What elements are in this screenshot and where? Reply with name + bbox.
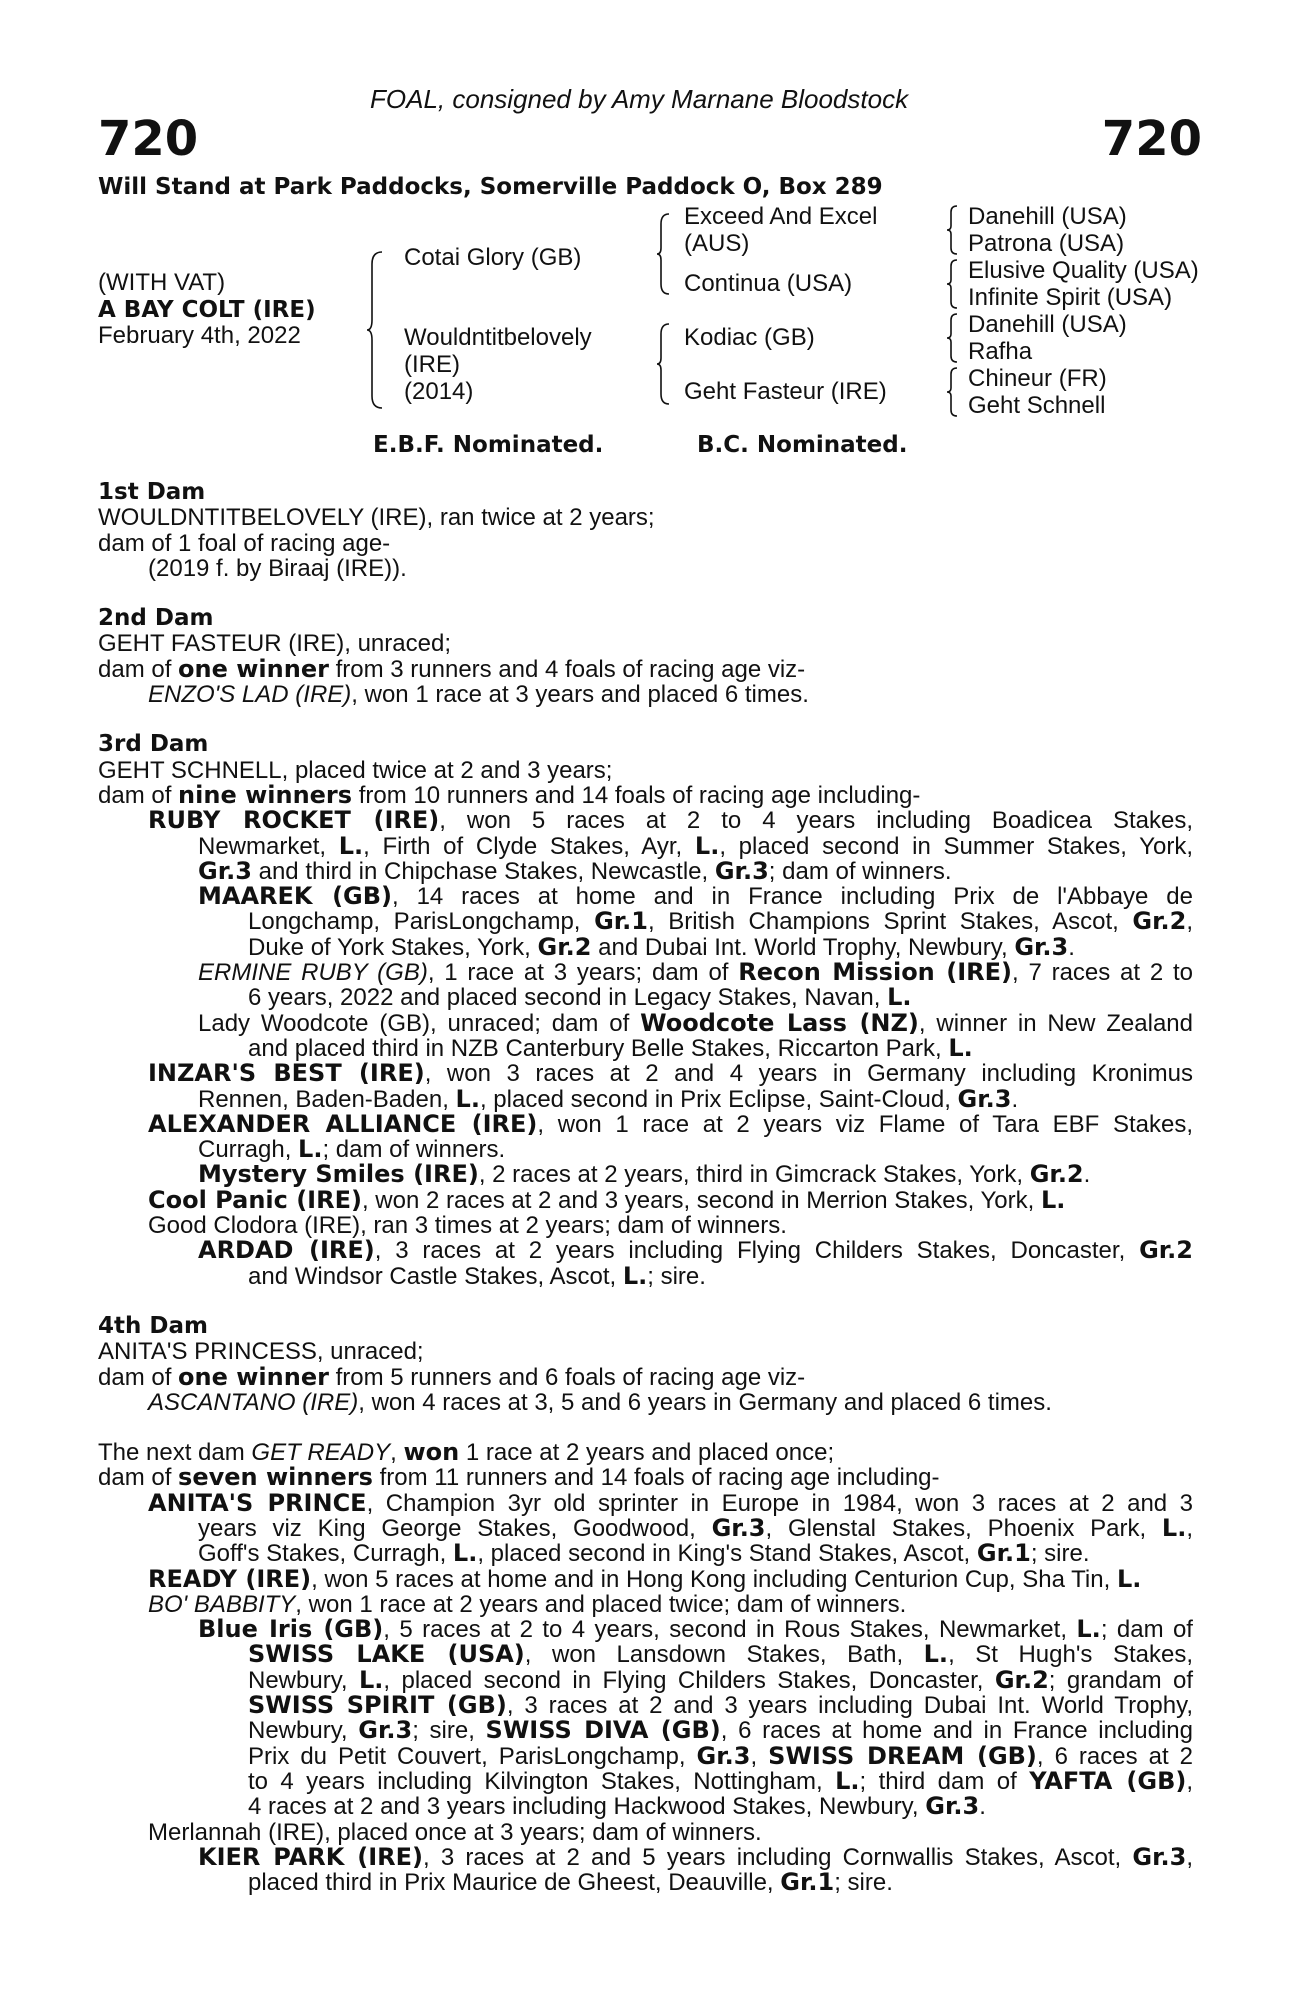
first-dam-heading: 1st Dam	[98, 479, 206, 505]
pedigree-dam-dam: Geht Fasteur (IRE)	[684, 378, 887, 405]
pedigree-brace-dam	[656, 322, 672, 406]
produce-inzars-best: INZAR'S BEST (IRE), won 3 races at 2 and 4 years in Germany including Kronimus	[148, 1059, 1193, 1088]
fourth-dam-heading: 4th Dam	[98, 1312, 208, 1339]
produce-maarek: Longchamp, ParisLongchamp, Gr.1, British Champions Sprint Stakes, Ascot, Gr.2,	[248, 907, 1194, 936]
produce-swiss-spirit: Prix du Petit Couvert, ParisLongchamp, Gr.3, SWISS DREAM (GB), 6 races at 2	[248, 1741, 1193, 1770]
produce-good-clodora: Good Clodora (IRE), ran 3 times at 2 years; dam of winners.	[148, 1212, 787, 1240]
vat-note: (WITH VAT)	[98, 269, 226, 296]
next-dam-section	[98, 1440, 1193, 1895]
horse-name: A BAY COLT (IRE)	[98, 297, 316, 323]
catalogue-body	[98, 480, 1193, 1895]
produce-kier-park: placed third in Prix Maurice de Gheest, Deauville, Gr.1; sire.	[248, 1868, 893, 1897]
produce-alexander-alliance: Curragh, L.; dam of winners.	[198, 1135, 506, 1164]
fourth-dam-line: ASCANTANO (IRE), won 4 races at 3, 5 and 6 years in Germany and placed 6 times.	[148, 1388, 1052, 1416]
produce-ready: READY (IRE), won 5 races at home and in Hong Kong including Centurion Cup, Sha Tin, L.	[148, 1564, 1142, 1593]
first-dam-line: dam of 1 foal of racing age-	[98, 529, 391, 557]
produce-swiss-spirit: to 4 years including Kilvington Stakes, Nottingham, L.; third dam of YAFTA (GB),	[248, 1766, 1194, 1795]
third-dam-section	[98, 732, 1193, 1289]
first-dam-line: (2019 f. by Biraaj (IRE)).	[148, 554, 407, 582]
produce-ruby-rocket: RUBY ROCKET (IRE), won 5 races at 2 to 4 years including Boadicea Stakes,	[148, 806, 1194, 835]
produce-ruby-rocket: Newmarket, L., Firth of Clyde Stakes, Ayr, L., placed second in Summer Stakes, York,	[198, 831, 1193, 860]
next-dam-line: dam of seven winners from 11 runners and 14 foals of racing age including-	[98, 1463, 940, 1492]
produce-bo-babbity: BO' BABBITY, won 1 race at 2 years and placed twice; dam of winners.	[148, 1590, 907, 1618]
produce-alexander-alliance: ALEXANDER ALLIANCE (IRE), won 1 race at 2 years viz Flame of Tara EBF Stakes,	[148, 1109, 1193, 1138]
pedigree-ddd: Geht Schnell	[968, 392, 1106, 419]
pedigree-ssd: Patrona (USA)	[968, 230, 1125, 257]
pedigree-dds: Chineur (FR)	[968, 365, 1107, 392]
produce-mystery-smiles: Mystery Smiles (IRE), 2 races at 2 years, third in Gimcrack Stakes, York, Gr.2.	[198, 1160, 1091, 1189]
first-dam-line: WOULDNTITBELOVELY (IRE), ran twice at 2 years;	[98, 504, 655, 532]
second-dam-line: dam of one winner from 3 runners and 4 foals of racing age viz-	[98, 654, 806, 683]
produce-cool-panic: Cool Panic (IRE), won 2 races at 2 and 3 years, second in Merrion Stakes, York, L.	[148, 1185, 1066, 1214]
produce-kier-park: KIER PARK (IRE), 3 races at 2 and 5 years including Cornwallis Stakes, Ascot, Gr.3,	[198, 1842, 1193, 1871]
produce-maarek: MAAREK (GB), 14 races at home and in France including Prix de l'Abbaye de	[198, 882, 1193, 911]
bc-nominated: B.C. Nominated.	[697, 432, 908, 458]
produce-ardad: and Windsor Castle Stakes, Ascot, L.; sire.	[248, 1261, 706, 1290]
pedigree-brace-sire	[656, 212, 672, 296]
pedigree-sdd: Infinite Spirit (USA)	[968, 284, 1173, 311]
pedigree-brace-dd	[946, 366, 960, 418]
pedigree-dam-line2: (IRE)	[404, 351, 460, 378]
produce-anitas-prince: Goff's Stakes, Curragh, L., placed second in King's Stand Stakes, Ascot, Gr.1; sire.	[198, 1539, 1090, 1568]
pedigree-dam-sire: Kodiac (GB)	[684, 324, 815, 351]
produce-swiss-spirit: SWISS SPIRIT (GB), 3 races at 2 and 3 years including Dubai Int. World Trophy,	[248, 1691, 1194, 1720]
produce-swiss-spirit: Newbury, Gr.3; sire, SWISS DIVA (GB), 6 races at home and in France including	[248, 1716, 1193, 1745]
next-dam-line: The next dam GET READY, won 1 race at 2 years and placed once;	[98, 1438, 835, 1467]
pedigree-dam-line3: (2014)	[404, 378, 474, 405]
produce-maarek: Duke of York Stakes, York, Gr.2 and Dubai Int. World Trophy, Newbury, Gr.3.	[248, 932, 1075, 961]
produce-ruby-rocket: Gr.3 and third in Chipchase Stakes, Newcastle, Gr.3; dam of winners.	[198, 856, 952, 885]
horse-dob: February 4th, 2022	[98, 322, 301, 349]
pedigree-brace-main	[366, 250, 386, 410]
pedigree-brace-ss	[946, 204, 960, 256]
produce-anitas-prince: years viz King George Stakes, Goodwood, Gr.3, Glenstal Stakes, Phoenix Park, L.,	[198, 1513, 1193, 1542]
produce-inzars-best: Rennen, Baden-Baden, L., placed second in Prix Eclipse, Saint-Cloud, Gr.3.	[198, 1084, 1019, 1113]
second-dam-line: ENZO'S LAD (IRE), won 1 race at 3 years and placed 6 times.	[148, 681, 809, 709]
second-dam-line: GEHT FASTEUR (IRE), unraced;	[98, 630, 451, 658]
second-dam-heading: 2nd Dam	[98, 605, 214, 632]
produce-ermine-ruby: ERMINE RUBY (GB), 1 race at 3 years; dam of Recon Mission (IRE), 7 races at 2 to	[198, 958, 1193, 987]
pedigree-brace-sd	[946, 258, 960, 310]
first-dam-section	[98, 480, 1193, 581]
pedigree-sire-sire-line2: (AUS)	[684, 230, 750, 257]
fourth-dam-section	[98, 1314, 1193, 1415]
fourth-dam-line: ANITA'S PRINCESS, unraced;	[98, 1338, 424, 1366]
pedigree-sds: Elusive Quality (USA)	[968, 257, 1199, 284]
produce-swiss-lake: SWISS LAKE (USA), won Lansdown Stakes, Bath, L., St Hugh's Stakes,	[248, 1640, 1194, 1669]
fourth-dam-line: dam of one winner from 5 runners and 6 foals of racing age viz-	[98, 1362, 806, 1391]
pedigree-sire-dam: Continua (USA)	[684, 270, 853, 297]
produce-anitas-prince: ANITA'S PRINCE, Champion 3yr old sprinter in Europe in 1984, won 3 races at 2 and 3	[148, 1488, 1193, 1517]
produce-swiss-spirit: 4 races at 2 and 3 years including Hackwood Stakes, Newbury, Gr.3.	[248, 1792, 986, 1821]
lot-number-right: 720	[1101, 111, 1202, 167]
produce-swiss-lake: Newbury, L., placed second in Flying Childers Stakes, Doncaster, Gr.2; grandam of	[248, 1665, 1193, 1694]
produce-ermine-ruby: 6 years, 2022 and placed second in Legacy Stakes, Navan, L.	[248, 983, 912, 1012]
produce-blue-iris: Blue Iris (GB), 5 races at 2 to 4 years, second in Rous Stakes, Newmarket, L.; dam of	[198, 1615, 1193, 1644]
ebf-nominated: E.B.F. Nominated.	[373, 432, 604, 458]
pedigree-sss: Danehill (USA)	[968, 203, 1127, 230]
pedigree-dss: Danehill (USA)	[968, 311, 1127, 338]
third-dam-heading: 3rd Dam	[98, 731, 209, 758]
pedigree-dsd: Rafha	[968, 338, 1033, 365]
stand-location: Will Stand at Park Paddocks, Somerville Paddock O, Box 289	[98, 174, 883, 200]
third-dam-line: GEHT SCHNELL, placed twice at 2 and 3 years;	[98, 756, 613, 784]
produce-lady-woodcote: Lady Woodcote (GB), unraced; dam of Woodcote Lass (NZ), winner in New Zealand	[198, 1008, 1193, 1037]
produce-ardad: ARDAD (IRE), 3 races at 2 years including Flying Childers Stakes, Doncaster, Gr.2	[198, 1236, 1193, 1265]
pedigree-sire: Cotai Glory (GB)	[404, 244, 582, 271]
pedigree-brace-ds	[946, 312, 960, 364]
consignor-line: FOAL, consigned by Amy Marnane Bloodstock	[370, 84, 909, 114]
third-dam-line: dam of nine winners from 10 runners and 14 foals of racing age including-	[98, 780, 921, 809]
pedigree-dam-line1: Wouldntitbelovely	[404, 324, 592, 351]
second-dam-section	[98, 606, 1193, 707]
pedigree-sire-sire-line1: Exceed And Excel	[684, 203, 878, 230]
lot-number-left: 720	[98, 111, 199, 167]
produce-merlannah: Merlannah (IRE), placed once at 3 years; dam of winners.	[148, 1818, 762, 1846]
produce-lady-woodcote: and placed third in NZB Canterbury Belle Stakes, Riccarton Park, L.	[248, 1033, 973, 1062]
